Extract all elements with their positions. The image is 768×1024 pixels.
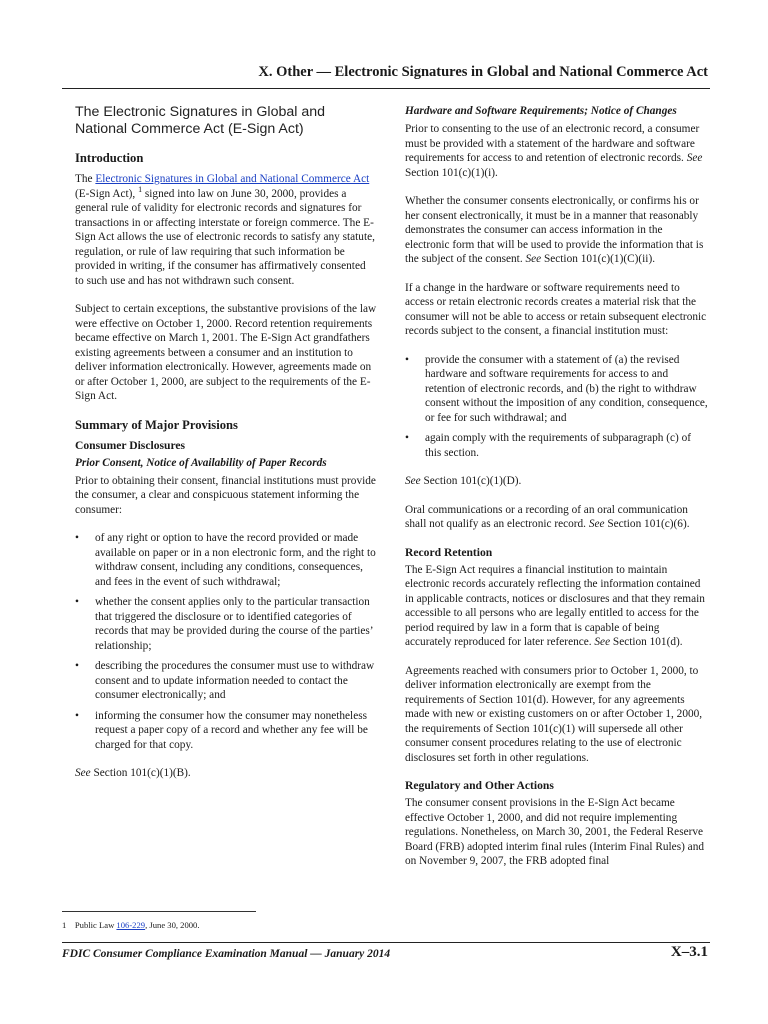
public-law-link[interactable]: 106-229 <box>116 920 146 930</box>
footer-rule <box>62 942 710 943</box>
introduction-heading: Introduction <box>75 151 144 165</box>
see-section: Section 101(c)(6). <box>604 518 690 530</box>
esign-act-link[interactable]: Electronic Signatures in Global and National Commerce Act <box>95 173 370 185</box>
hardware-paragraph-2 <box>405 194 708 267</box>
oral-text: Oral communications or a recording of an oral communication shall not qualify as an electronic record. <box>405 503 688 530</box>
list-item-text: describing the procedures the consumer must use to withdraw consent and to update information needed to contact the consumer electronically; and <box>95 660 375 701</box>
see-word: See <box>525 253 542 265</box>
oral-communications-paragraph <box>405 503 708 532</box>
list-item-text: again comply with the requirements of subparagraph (c) of this section. <box>425 432 692 459</box>
prior-consent-heading: Prior Consent, Notice of Availability of Paper Records <box>75 456 327 469</box>
regulatory-paragraph: The consumer consent provisions in the E-Sign Act became effective October 1, 2000, and did not require implementing regulations. Nonetheless, on March 30, 2001, the Federal Reserve Board (FRB) adopted interim final rules (Interim Final Rules) and on November 9, 2007, the FRB adopted final <box>405 797 704 867</box>
regulatory-heading: Regulatory and Other Actions <box>405 779 554 792</box>
footnote-ref-1[interactable]: 1 <box>138 184 143 194</box>
bullet-icon: • <box>75 596 79 608</box>
intro-paragraph-2: Subject to certain exceptions, the substantive provisions of the law were effective on October 1, 2000. Record retention requirements became effective on March 1, 2001. The E-Sign Act grandfathers existing agreements between a consumer and an institution to deliver information electronically. However, agreements made on or after October 1, 2000, are subject to the requirements of the E-Sign Act. <box>75 303 377 402</box>
list-item <box>75 659 377 703</box>
prior-consent-paragraph: Prior to obtaining their consent, financial institutions must provide the consumer, a clear and conspicuous statement informing the consumer: <box>75 474 376 516</box>
bullet-icon: • <box>75 660 79 672</box>
see-reference <box>405 474 708 489</box>
see-section: Section 101(c)(1)(D). <box>420 475 522 487</box>
retention-p1-text: The E-Sign Act requires a financial institution to maintain electronic records accurately reflecting the information contained in applicable contracts, notices or disclosures and that they remain accessible to all persons who are legally entitled to access for the period required by law in a form that is capable of being accurately reproduced for later reference. <box>405 563 705 648</box>
see-section: Section 101(c)(1)(C)(ii). <box>541 253 656 265</box>
bullet-icon: • <box>75 709 79 722</box>
bullet-icon: • <box>75 532 79 544</box>
footnote <box>62 920 200 930</box>
footnote-text-pre: Public Law <box>74 920 117 930</box>
list-item-text: informing the consumer how the consumer may nonetheless request a paper copy of a record and whether any fee will be charged for that copy. <box>95 709 368 751</box>
footnote-text-post: , June 30, 2000. <box>145 920 200 930</box>
consumer-disclosures-heading: Consumer Disclosures <box>75 438 186 452</box>
summary-heading: Summary of Major Provisions <box>75 417 238 432</box>
list-item <box>75 709 377 753</box>
see-reference <box>75 766 377 781</box>
intro-text-pre: The <box>75 173 96 185</box>
see-section: Section 101(d). <box>610 636 683 648</box>
see-section: Section 101(c)(1)(i). <box>405 166 498 179</box>
bullet-icon: • <box>405 432 409 444</box>
intro-text-post: signed into law on June 30, 2000, provides a general rule of validity for electronic records and signatures for transactions in or affecting interstate or foreign commerce. The E-Sign Act allows the use of electronic records to satisfy any statute, regulation, or rule of law requiring that such information be provided in writing, if the consumer has affirmatively consented to such use and has not withdrawn such consent. <box>75 187 375 287</box>
hardware-paragraph-1 <box>405 122 708 180</box>
footnote-rule <box>62 911 256 912</box>
see-word: See <box>588 518 605 530</box>
record-retention-heading: Record Retention <box>405 545 493 559</box>
hw-p1-text: Prior to consenting to the use of an electronic record, a consumer must be provided with a statement of the hardware and software requirements for access to and retention of electronic records. <box>405 123 700 164</box>
see-word: See <box>686 152 703 164</box>
footer-manual-title: FDIC Consumer Compliance Examination Manual — January 2014 <box>62 948 391 960</box>
see-word: See <box>594 636 611 648</box>
see-section: Section 101(c)(1)(B). <box>90 767 191 779</box>
list-item <box>75 531 377 589</box>
document-title: The Electronic Signatures in Global and National Commerce Act (E-Sign Act) <box>75 104 325 137</box>
list-item <box>405 431 708 460</box>
hw-p2-text: Whether the consumer consents electronically, or confirms his or her consent electronically, it must be in a manner that reasonably demonstrates the consumer can access information in the electronic form that will be used to provide the information that is the subject of the consent. <box>405 195 704 265</box>
retention-paragraph-2: Agreements reached with consumers prior to October 1, 2000, to deliver information electronically are exempt from the requirements of Section 101(d). However, for any agreements made with new or existing customers on or after October 1, 2000, the requirements of Section 101(c)(1) will supersede all other consumer consent procedures relating to the use of electronic disclosures set forth in other regulations. <box>405 664 703 764</box>
list-item-text: provide the consumer with a statement of (a) the revised hardware and software requirements for access to and retention of electronic records, and (b) the right to withdraw consent without the imposition of any condition, consequence, or fee for such withdrawal; and <box>425 353 708 424</box>
see-word: See <box>75 767 91 779</box>
list-item-text: whether the consent applies only to the particular transaction that triggered the disclosure or to identified categories of records that may be provided during the course of the parties’ relationship; <box>95 596 373 652</box>
hardware-paragraph-3: If a change in the hardware or software requirements need to access or retain electronic records creates a material risk that the consumer will not be able to access or retain subsequent electronic records subject to the consent, a financial institution must: <box>405 281 707 337</box>
list-item <box>405 353 708 426</box>
see-word: See <box>405 475 421 487</box>
header-rule <box>62 88 710 89</box>
retention-paragraph-1 <box>405 563 708 650</box>
disclosure-bullet-list <box>75 531 377 752</box>
hardware-software-heading: Hardware and Software Requirements; Notice of Changes <box>405 105 677 117</box>
right-column <box>405 104 708 883</box>
intro-paragraph-1 <box>75 172 377 288</box>
change-bullet-list <box>405 353 708 461</box>
list-item-text: of any right or option to have the record provided or made available on paper or in a non electronic form, and the right to withdraw consent, including any conditions, consequences, and fees in the event of such withdrawal; <box>95 532 376 588</box>
page-header-title: X. Other — Electronic Signatures in Global and National Commerce Act <box>258 64 708 80</box>
intro-text-mid: (E-Sign Act), <box>75 187 139 200</box>
left-column <box>75 104 377 795</box>
footnote-number: 1 <box>62 920 67 930</box>
bullet-icon: • <box>405 353 409 366</box>
list-item <box>75 595 377 653</box>
page-number: X–3.1 <box>670 944 708 960</box>
